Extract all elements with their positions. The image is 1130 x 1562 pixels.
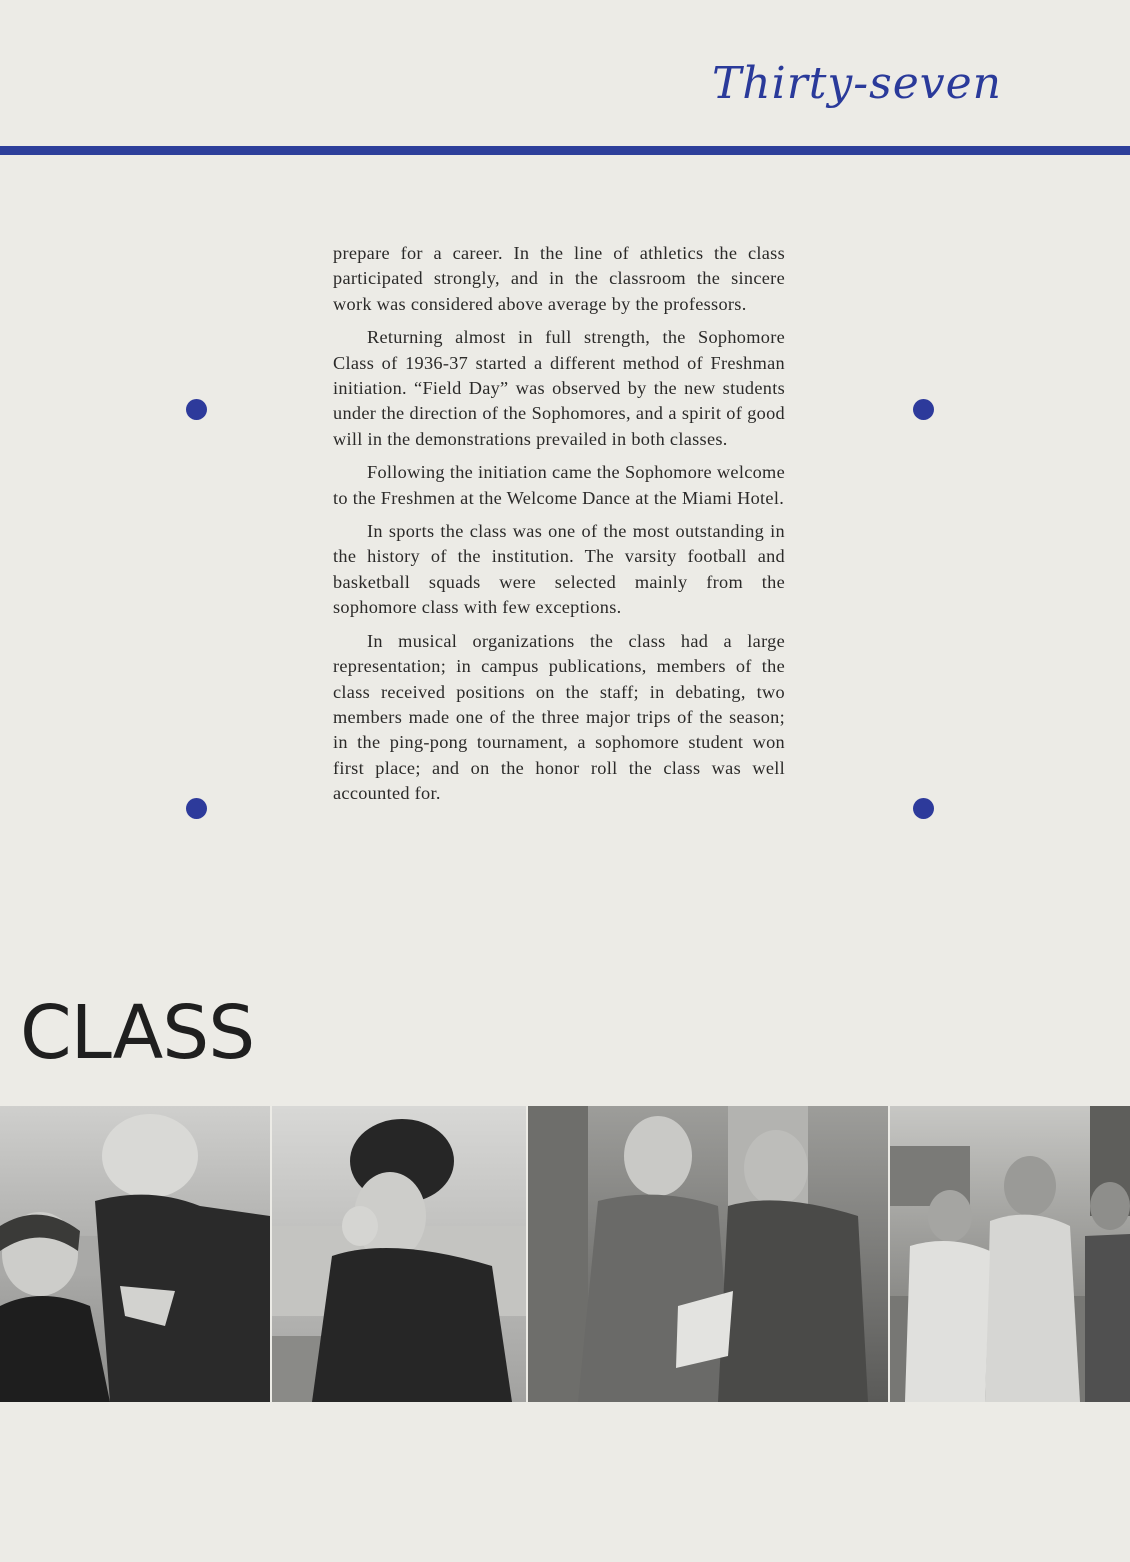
photo-student-eating xyxy=(272,1106,526,1402)
paragraph: Returning almost in full strength, the Sophomore Class of 1936-37 started a different method of Freshman initiation. “Field Day” was observed by the new students under the direction of the Sophomores, and a spirit of good will in the demonstrations prevailed in both classes. xyxy=(333,327,785,449)
paragraph: In musical organizations the class had a large representation; in campus publications, members of the class received positions on the staff; in debating, two members made one of the three major trips of the season; in the ping-pong tournament, a sophomore student won first place; and on the honor roll the class was well accounted for. xyxy=(333,630,785,804)
header-rule xyxy=(0,146,1130,155)
body-text xyxy=(333,241,785,815)
decorative-dot xyxy=(913,798,934,819)
paragraph: prepare for a career. In the line of athletics the class participated strongly, and in the classroom the sincere work was considered above average by the professors. xyxy=(333,243,785,314)
paragraph: Following the initiation came the Sophomore welcome to the Freshmen at the Welcome Dance at the Miami Hotel. xyxy=(333,462,785,508)
paragraph: In sports the class was one of the most outstanding in the history of the institution. The varsity football and basketball squads were selected mainly from the sophomore class with few exceptions. xyxy=(333,521,785,618)
decorative-dot xyxy=(913,399,934,420)
photo-strip xyxy=(0,1106,1130,1402)
photo-two-students-laughing xyxy=(0,1106,270,1402)
decorative-dot xyxy=(186,798,207,819)
photo-two-students-joking xyxy=(528,1106,888,1402)
page-number: Thirty-seven xyxy=(711,58,1002,109)
decorative-dot xyxy=(186,399,207,420)
photo-field-day-students xyxy=(890,1106,1130,1402)
section-heading: CLASS xyxy=(20,990,255,1076)
